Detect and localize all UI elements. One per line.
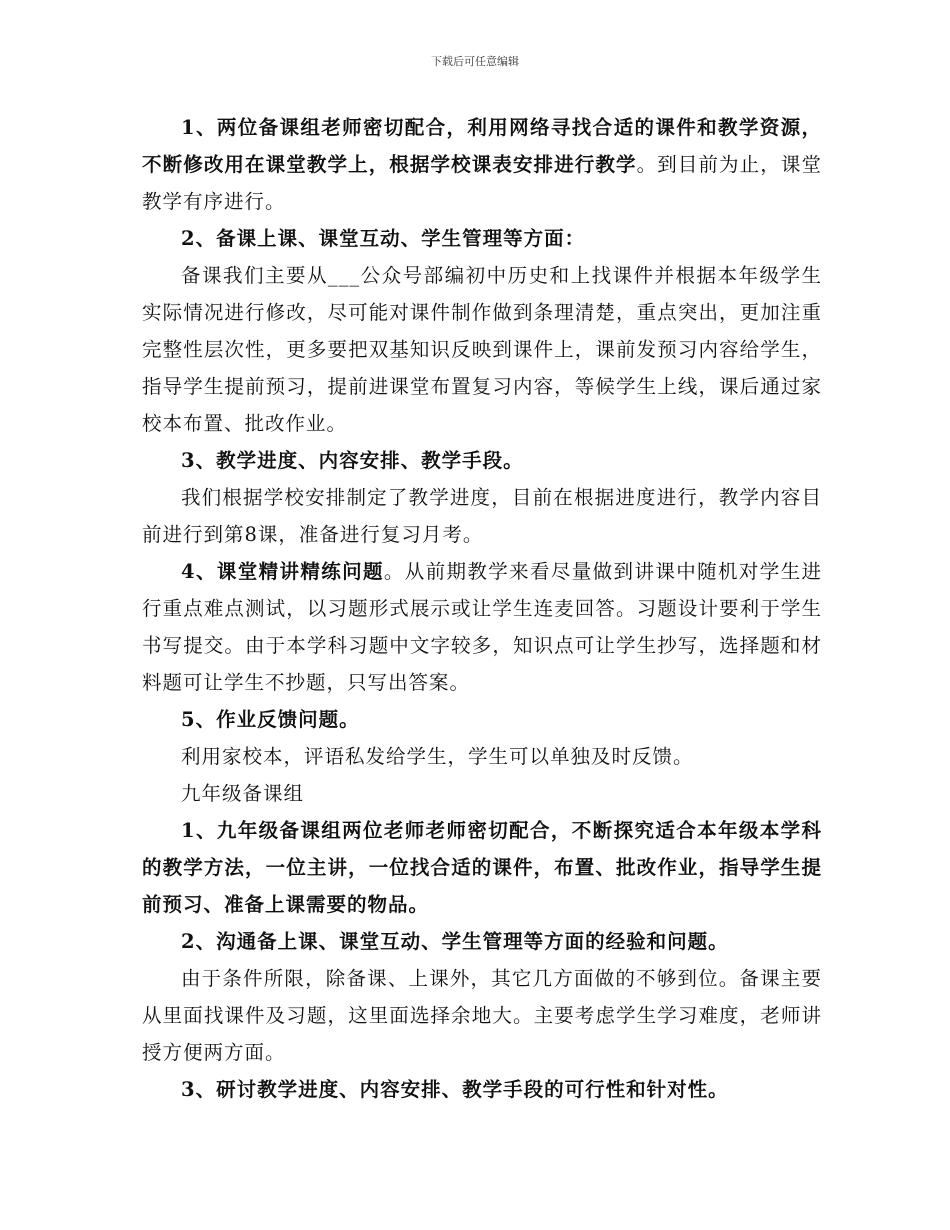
paragraph-6-bold: 4、课堂精讲精练问题 xyxy=(181,560,384,583)
paragraph-6-text: 。从前期教学来看尽量做到讲课中随机对学生进行重点难点测试，以习题形式展示或让学生连麦回答。习题设计要利于学生书写提交。由于本学科习题中文字较多，知识点可让学生抄写，选择题和材料题可让学生不抄题，只写出答案。 xyxy=(142,560,822,694)
paragraph-10 xyxy=(142,812,822,923)
paragraph-13-bold: 3、研讨教学进度、内容安排、教学手段的可行性和针对性。 xyxy=(181,1078,729,1101)
paragraph-11-bold: 2、沟通备上课、课堂互动、学生管理等方面的经验和问题。 xyxy=(181,930,729,953)
paragraph-1 xyxy=(142,109,822,220)
paragraph-5 xyxy=(142,479,822,553)
paragraph-8-text: 利用家校本，评语私发给学生，学生可以单独及时反馈。 xyxy=(181,745,694,768)
paragraph-7-bold: 5、作业反馈问题。 xyxy=(181,708,360,731)
paragraph-8 xyxy=(142,738,822,775)
paragraph-3-text: 备课我们主要从___公众号部编初中历史和上找课件并根据本年级学生实际情况进行修改，尽可能对课件制作做到条理清楚，重点突出，更加注重完整性层次性，更多要把双基知识反映到课件上，课前发预习内容给学生，指导学生提前预习，提前进课堂布置复习内容，等候学生上线，课后通过家校本布置、批改作业。 xyxy=(142,264,822,435)
paragraph-11 xyxy=(142,923,822,960)
paragraph-3 xyxy=(142,257,822,442)
paragraph-6 xyxy=(142,553,822,701)
paragraph-4 xyxy=(142,442,822,479)
paragraph-4-bold: 3、教学进度、内容安排、教学手段。 xyxy=(181,449,524,472)
paragraph-5-text: 我们根据学校安排制定了教学进度，目前在根据进度进行，教学内容目前进行到第8课，准备进行复习月考。 xyxy=(142,486,822,546)
document-body xyxy=(142,109,822,1108)
paragraph-1-bold: 1、两位备课组老师密切配合，利用网络寻找合适的课件和教学资源，不断修改用在课堂教学上，根据学校课表安排进行教学 xyxy=(142,116,822,176)
paragraph-12-text: 由于条件所限，除备课、上课外，其它几方面做的不够到位。备课主要从里面找课件及习题，这里面选择余地大。主要考虑学生学习难度，老师讲授方便两方面。 xyxy=(142,967,822,1064)
paragraph-1-text: 。到目前为止，课堂教学有序进行。 xyxy=(142,153,822,213)
paragraph-13 xyxy=(142,1071,822,1108)
paragraph-12 xyxy=(142,960,822,1071)
paragraph-2-bold: 2、备课上课、课堂互动、学生管理等方面： xyxy=(181,227,586,250)
paragraph-2 xyxy=(142,220,822,257)
paragraph-10-bold: 1、九年级备课组两位老师老师密切配合，不断探究适合本年级本学科的教学方法，一位主讲，一位找合适的课件，布置、批改作业，指导学生提前预习、准备上课需要的物品。 xyxy=(142,819,822,916)
page-header: 下载后可任意编辑 xyxy=(431,55,519,68)
paragraph-9-text: 九年级备课组 xyxy=(181,782,305,805)
paragraph-7 xyxy=(142,701,822,738)
section-heading-grade-nine xyxy=(142,775,822,812)
